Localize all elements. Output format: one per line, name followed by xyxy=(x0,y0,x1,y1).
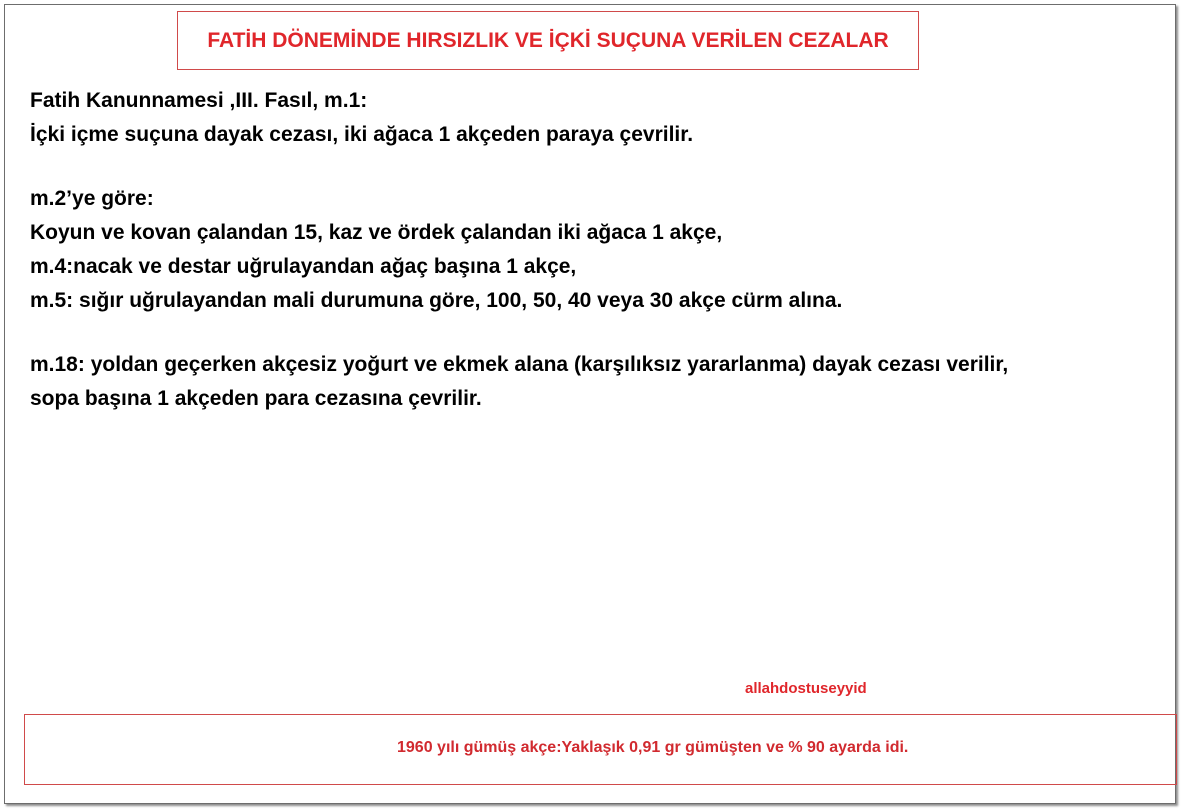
paragraph-2-line-2: Koyun ve kovan çalandan 15, kaz ve ördek çalandan iki ağaca 1 akçe, xyxy=(30,221,723,244)
author-signature: allahdostuseyyid xyxy=(745,680,867,697)
paragraph-3-line-2: sopa başına 1 akçeden para cezasına çevrilir. xyxy=(30,387,482,410)
paragraph-1-line-1: Fatih Kanunnamesi ,III. Fasıl, m.1: xyxy=(30,89,368,112)
page-title: FATİH DÖNEMİNDE HIRSIZLIK VE İÇKİ SUÇUNA VERİLEN CEZALAR xyxy=(207,28,889,52)
paragraph-2-line-4: m.5: sığır uğrulayandan mali durumuna göre, 100, 50, 40 veya 30 akçe cürm alına. xyxy=(30,289,843,312)
note-box xyxy=(24,714,1177,785)
paragraph-gap xyxy=(30,318,1160,348)
body-text xyxy=(30,84,1160,416)
paragraph-3-line-1: m.18: yoldan geçerken akçesiz yoğurt ve ekmek alana (karşılıksız yararlanma) dayak cezası verilir, xyxy=(30,353,1009,376)
paragraph-1-line-2: İçki içme suçuna dayak cezası, iki ağaca 1 akçeden paraya çevrilir. xyxy=(30,123,694,146)
note-text: 1960 yılı gümüş akçe:Yaklaşık 0,91 gr gümüşten ve % 90 ayarda idi. xyxy=(397,739,909,756)
paragraph-gap xyxy=(30,152,1160,182)
paragraph-2-line-3: m.4:nacak ve destar uğrulayandan ağaç başına 1 akçe, xyxy=(30,255,577,278)
paragraph-2-line-1: m.2’ye göre: xyxy=(30,187,154,210)
title-box xyxy=(177,11,919,70)
